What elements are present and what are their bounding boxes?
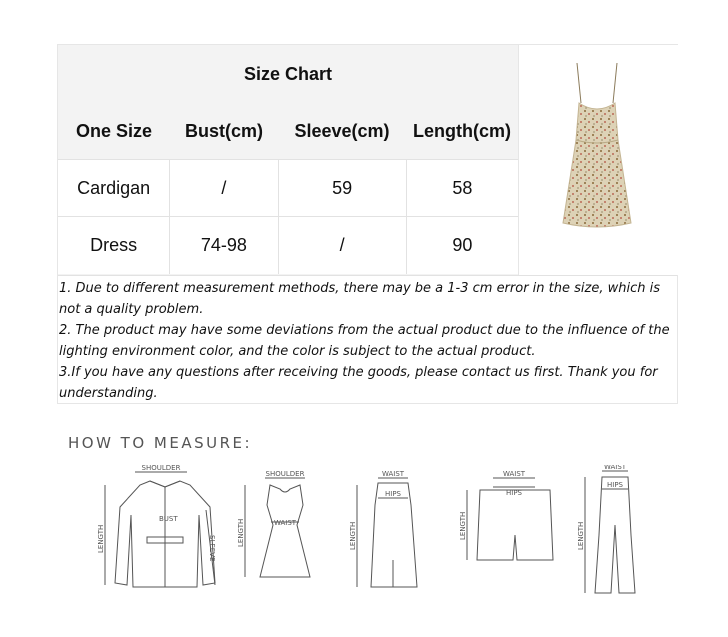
length-label: LENGTH bbox=[459, 511, 467, 540]
length-label: LENGTH bbox=[349, 521, 357, 550]
table-cell: Dress bbox=[58, 217, 170, 274]
size-chart-title: Size Chart bbox=[243, 63, 333, 84]
sleeve-label: SLEEVE bbox=[208, 535, 216, 562]
header-sleeve: Sleeve(cm) bbox=[294, 120, 390, 141]
table-row bbox=[58, 216, 518, 274]
shoulder-label: SHOULDER bbox=[141, 465, 181, 472]
header-length: Length(cm) bbox=[413, 120, 511, 141]
waist-label: WAIST bbox=[381, 470, 405, 478]
table-row bbox=[58, 159, 518, 217]
header-bust: Bust(cm) bbox=[184, 120, 263, 141]
table-cell: 90 bbox=[452, 235, 473, 255]
note-1: 1. Due to different measurement methods, there may be a 1-3 cm error in the size, which is not a quality problem. bbox=[59, 281, 660, 317]
note-3: 3.If you have any questions after receiving the goods, please contact us first. Thank you for understanding. bbox=[59, 365, 658, 401]
waist-label: WAIST bbox=[502, 470, 526, 478]
header-one-size: One Size bbox=[75, 120, 153, 141]
measure-diagrams bbox=[95, 465, 650, 605]
table-header-row bbox=[58, 103, 518, 159]
length-label: LENGTH bbox=[97, 524, 105, 553]
length-label: LENGTH bbox=[577, 521, 585, 550]
notes-section bbox=[58, 275, 677, 403]
table-cell: Cardigan bbox=[58, 160, 170, 217]
how-to-measure-title: HOW TO MEASURE: bbox=[68, 434, 253, 452]
size-chart bbox=[57, 44, 678, 404]
pants-diagram bbox=[585, 471, 635, 593]
hips-label: HIPS bbox=[607, 481, 623, 489]
dress-product-image bbox=[518, 45, 678, 275]
size-table bbox=[58, 45, 518, 275]
waist-label: WAIST bbox=[603, 465, 627, 471]
length-label: LENGTH bbox=[237, 518, 245, 547]
table-cell: 74-98 bbox=[170, 217, 278, 274]
table-cell: / bbox=[170, 160, 278, 217]
table-cell: 59 bbox=[279, 160, 407, 217]
waist-label: WAIST bbox=[273, 519, 297, 527]
table-cell: / bbox=[279, 217, 407, 274]
hips-label: HIPS bbox=[385, 490, 401, 498]
hips-label: HIPS bbox=[506, 489, 522, 497]
cardigan-diagram bbox=[105, 472, 215, 587]
bust-label: BUST bbox=[159, 515, 178, 523]
table-cell: 58 bbox=[452, 178, 473, 198]
shoulder-label: SHOULDER bbox=[265, 470, 305, 478]
dress-diagram bbox=[245, 478, 310, 577]
note-2: 2. The product may have some deviations from the actual product due to the influence of the lighting environment color, and the color is subject to the actual product. bbox=[59, 323, 670, 359]
